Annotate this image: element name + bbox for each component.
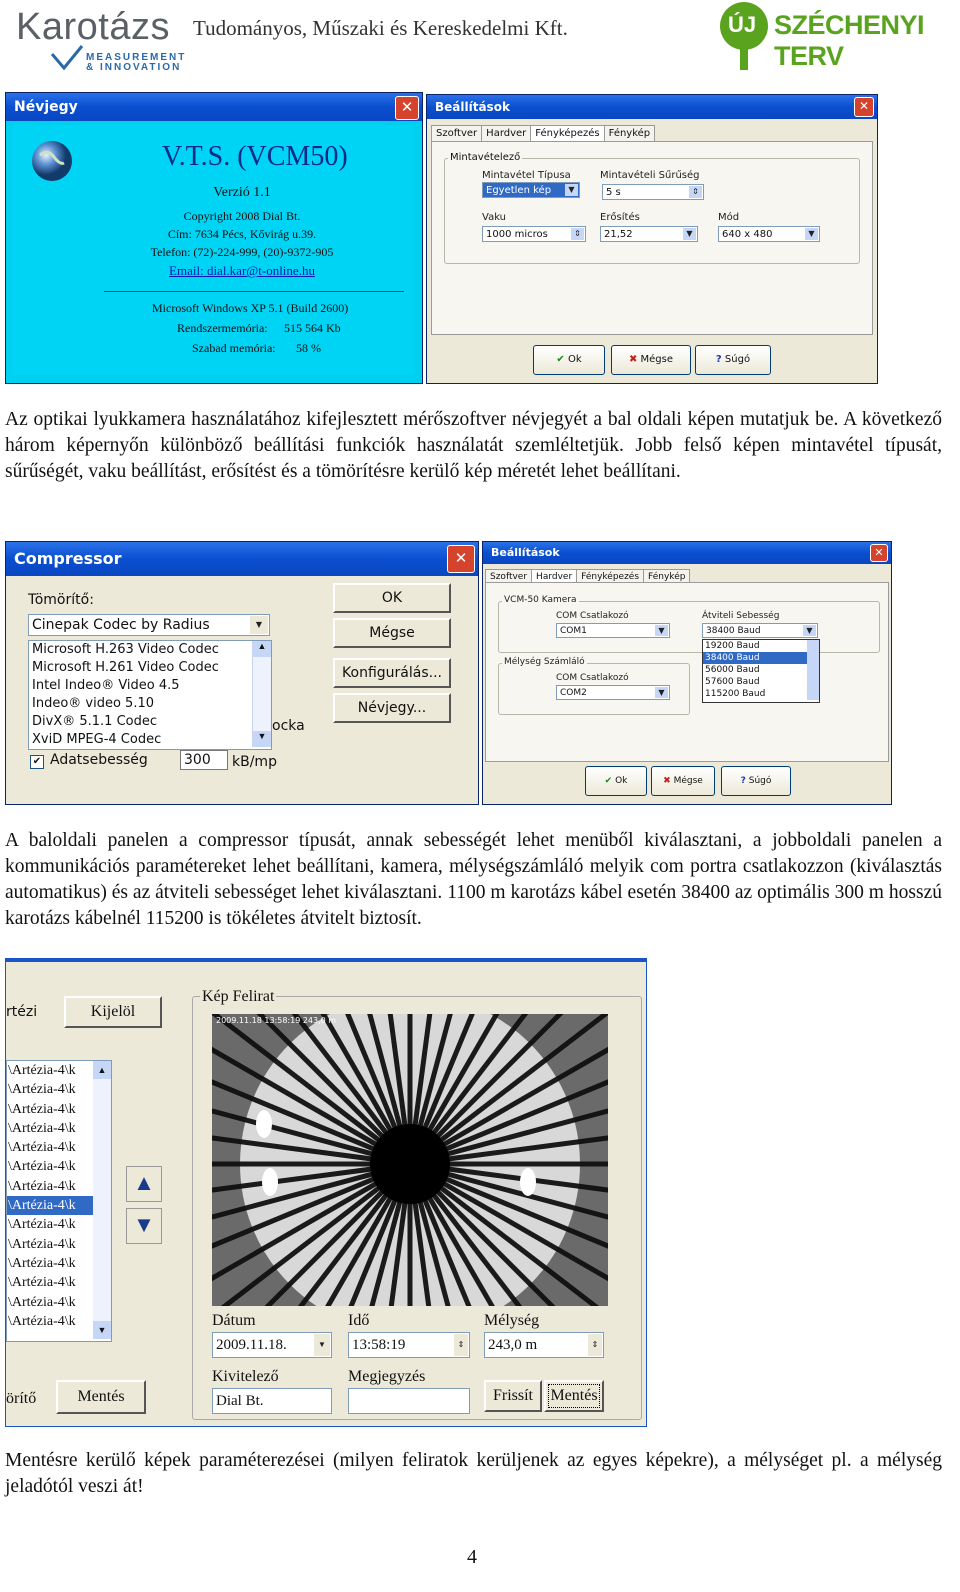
camera-group-label: VCM-50 Kamera: [504, 595, 577, 605]
flash-value: 1000 micros: [486, 229, 548, 240]
com2-label: COM Csatlakozó: [556, 673, 629, 683]
x-icon: ✖: [663, 776, 671, 786]
rate-unit: kB/mp: [232, 754, 277, 770]
divider: [104, 291, 404, 292]
time-spinner[interactable]: [348, 1332, 470, 1358]
settings2-panel: [485, 582, 889, 762]
ok-label: Ok: [615, 776, 628, 786]
list-item[interactable]: XviD MPEG-4 Codec: [32, 732, 162, 747]
company-logo: Karotázs: [16, 6, 170, 48]
depth-label: Mélység: [484, 1312, 540, 1329]
com2-select[interactable]: [556, 685, 670, 700]
close-icon[interactable]: ✕: [870, 544, 888, 562]
list-item[interactable]: \Artézia-4\k: [8, 1063, 76, 1078]
company-name: Tudományos, Műszaki és Kereskedelmi Kft.: [193, 16, 568, 40]
settings2-title: Beállítások: [491, 546, 560, 559]
rate-input[interactable]: [180, 750, 228, 770]
scroll-up-icon[interactable]: ▲: [93, 1061, 111, 1079]
list-item[interactable]: 56000 Baud: [705, 665, 760, 675]
list-item[interactable]: 57600 Baud: [705, 677, 760, 687]
version: Verzió 1.1: [213, 185, 271, 200]
settings1-titlebar: [427, 95, 877, 119]
save-button[interactable]: Mentés: [544, 1380, 604, 1412]
settings-window-2: [482, 541, 892, 805]
free-memory-value: 58 %: [296, 341, 321, 355]
list-item[interactable]: \Artézia-4\k: [8, 1101, 76, 1117]
spinner-icon: ⇕: [571, 228, 584, 240]
help-button[interactable]: [721, 766, 791, 796]
settings1-title: Beállítások: [435, 100, 510, 114]
compressor-title: Compressor: [14, 549, 122, 568]
cancel-button[interactable]: [651, 766, 715, 796]
com-label: COM Csatlakozó: [556, 611, 629, 621]
borehole-image: [212, 1014, 608, 1306]
list-item[interactable]: \Artézia-4\k: [8, 1255, 76, 1271]
date-select[interactable]: [212, 1332, 332, 1358]
list-item[interactable]: \Artézia-4\k: [8, 1217, 76, 1233]
tab-hardware[interactable]: Hardver: [531, 569, 577, 584]
compressor-label: Tömörítő:: [28, 592, 94, 608]
scrollbar[interactable]: [252, 641, 271, 747]
email-link[interactable]: Email: dial.kar@t-online.hu: [169, 263, 315, 278]
szechenyi-logo: [718, 0, 956, 72]
settings1-tabs: [431, 123, 654, 141]
copyright: Copyright 2008 Dial Bt.: [183, 209, 301, 223]
left-save-button[interactable]: Mentés: [56, 1380, 146, 1414]
check-icon: ✔: [604, 776, 613, 786]
phone: Telefon: (72)-224-999, (20)-9372-905: [150, 245, 334, 259]
address: Cím: 7634 Pécs, Kővirág u.39.: [167, 227, 317, 241]
settings2-titlebar: [483, 542, 891, 564]
com-value: COM1: [560, 626, 587, 636]
rate-label: Adatsebesség: [50, 752, 148, 768]
image-highlight: [262, 1168, 278, 1196]
logo-subtitle-1: MEASUREMENT: [86, 52, 187, 63]
list-item[interactable]: \Artézia-4\k: [8, 1082, 76, 1098]
flash-spinner[interactable]: [482, 226, 586, 242]
list-item[interactable]: \Artézia-4\k: [8, 1178, 76, 1194]
note-label: Megjegyzés: [348, 1368, 426, 1385]
type-label: Mintavétel Típusa: [482, 170, 571, 181]
speed-dropdown-list[interactable]: [702, 639, 820, 703]
scroll-down-icon[interactable]: ▼: [253, 731, 271, 747]
close-icon[interactable]: ✕: [447, 545, 475, 573]
close-icon[interactable]: ✕: [395, 96, 419, 120]
density-spinner[interactable]: [602, 184, 704, 200]
question-icon: ?: [740, 776, 746, 786]
list-item[interactable]: \Artézia-4\k: [8, 1120, 76, 1136]
list-item[interactable]: Intel Indeo® Video 4.5: [32, 678, 180, 693]
list-item[interactable]: Microsoft H.263 Video Codec: [32, 642, 219, 657]
tab-photography[interactable]: Fényképezés: [576, 569, 644, 584]
cancel-label: Mégse: [673, 776, 703, 786]
chevron-down-icon: ▼: [683, 228, 696, 240]
globe-icon: [30, 139, 74, 183]
free-memory-label: Szabad memória:: [192, 341, 276, 355]
list-item[interactable]: \Artézia-4\k: [8, 1140, 76, 1156]
spinner-icon: ⇕: [454, 1334, 468, 1356]
ok-button[interactable]: OK: [333, 583, 451, 613]
app-name: V.T.S. (VCM50): [162, 141, 348, 172]
image-overlay-text: 2009.11.18 13:58:19 243,0 m: [216, 1016, 337, 1025]
chevron-down-icon: ▼: [805, 228, 818, 240]
type-select[interactable]: [482, 182, 580, 198]
chevron-down-icon: ▼: [655, 625, 668, 636]
gain-value: 21,52: [604, 229, 633, 240]
time-value: 13:58:19: [352, 1337, 406, 1353]
scrollbar[interactable]: [93, 1061, 111, 1339]
spinner-icon: ⇕: [689, 186, 702, 198]
about-button[interactable]: Névjegy...: [333, 693, 451, 723]
capture-window: [5, 958, 647, 1427]
speed-select[interactable]: [702, 623, 818, 638]
spinner-icon: ⇕: [588, 1334, 602, 1356]
logo-check-icon: [50, 44, 84, 72]
mode-select[interactable]: [718, 226, 820, 242]
speed-value: 38400 Baud: [706, 626, 761, 636]
type-select-value: Egyetlen kép: [486, 185, 552, 196]
caption-group-label: Kép Felirat: [202, 988, 275, 1005]
list-item[interactable]: \Artézia-4\k: [8, 1294, 76, 1310]
question-icon: ?: [715, 354, 722, 365]
chevron-down-icon: ▼: [655, 687, 668, 698]
tab-software[interactable]: Szoftver: [431, 125, 482, 141]
date-label: Dátum: [212, 1312, 256, 1329]
sampler-group-label: Mintavételező: [450, 152, 521, 163]
szechenyi-name: SZÉCHENYI TERV: [774, 10, 925, 71]
list-item[interactable]: \Artézia-4\k: [8, 1159, 76, 1175]
mode-label: Mód: [718, 212, 740, 223]
logo-subtitle-2: & INNOVATION: [86, 62, 182, 73]
list-item[interactable]: 19200 Baud: [705, 641, 760, 651]
move-down-button[interactable]: ▼: [126, 1208, 162, 1244]
close-icon[interactable]: ✕: [854, 97, 874, 117]
paragraph-1: Az optikai lyukkamera használatához kifejlesztett mérőszoftver névjegyét a bal oldali képen mutatjuk be. A következő három képernyőn különböző beállítási funkciók használatát szemléltetjük. Jobb felső képen mintavétel típusát, sűrűségét, vaku beállítást, erősítést és a tömörítésre kerülő kép méretét lehet beállítani.: [5, 409, 942, 482]
time-label: Idő: [348, 1312, 370, 1329]
partial-label-top: rtézi: [6, 1004, 38, 1020]
operator-label: Kivitelező: [212, 1368, 279, 1385]
compressor-titlebar: [6, 542, 478, 576]
list-item[interactable]: \Artézia-4\k: [7, 1196, 111, 1215]
help-label: Súgó: [724, 354, 751, 365]
list-item[interactable]: 38400 Baud: [703, 652, 819, 664]
operator-input[interactable]: [212, 1388, 332, 1414]
camera-image: [212, 1014, 608, 1306]
configure-button[interactable]: Konfigurálás...: [333, 658, 451, 688]
move-up-button[interactable]: ▲: [126, 1166, 162, 1202]
memory-value: 515 564 Kb: [284, 321, 341, 335]
help-button[interactable]: [695, 345, 771, 375]
density-label: Mintavételi Sűrűség: [600, 170, 700, 181]
rate-checkbox[interactable]: ✔: [30, 755, 44, 769]
list-item[interactable]: Microsoft H.261 Video Codec: [32, 660, 219, 675]
scrollbar[interactable]: [807, 640, 819, 700]
settings-window-1: [426, 94, 878, 384]
x-icon: ✖: [628, 354, 638, 365]
list-item[interactable]: Indeo® video 5.10: [32, 696, 154, 711]
partial-left-label: örítő: [6, 1390, 37, 1407]
chevron-down-icon: ▼: [803, 625, 816, 636]
cancel-label: Mégse: [640, 354, 674, 365]
paragraph-3: Mentésre kerülő képek paraméterezései (milyen feliratok kerüljenek az egyes képekre), a mélységet pl. a mélység jeladótól veszi át!: [5, 1450, 942, 1497]
settings1-panel: [431, 141, 873, 335]
about-title: Névjegy: [14, 99, 78, 115]
image-center: [370, 1124, 450, 1204]
partial-label: ocka: [272, 718, 305, 734]
date-value: 2009.11.18.: [216, 1337, 287, 1353]
compressor-window: [5, 541, 479, 805]
os-info: Microsoft Windows XP 5.1 (Build 2600): [152, 301, 349, 315]
chevron-down-icon: ▼: [250, 616, 268, 634]
depth-spinner[interactable]: [484, 1332, 604, 1358]
page-number: 4: [467, 1546, 477, 1568]
list-item[interactable]: 115200 Baud: [705, 689, 766, 699]
scroll-up-icon[interactable]: ▲: [253, 641, 271, 657]
about-window: [5, 92, 423, 384]
list-item[interactable]: \Artézia-4\k: [8, 1236, 76, 1252]
mode-value: 640 x 480: [722, 229, 773, 240]
note-input[interactable]: [348, 1388, 470, 1414]
ok-button[interactable]: [533, 345, 605, 375]
chevron-down-icon: ▼: [314, 1334, 330, 1356]
help-label: Súgó: [748, 776, 772, 786]
memory-label: Rendszermemória:: [177, 321, 268, 335]
ok-button[interactable]: [585, 766, 647, 796]
codec-select[interactable]: [28, 614, 270, 636]
depth-group-label: Mélység Számláló: [504, 657, 585, 667]
paragraph-2: A baloldali panelen a compressor típusát, annak sebességét lehet menüből kiválasztani, a jobboldali panelen a kommunikációs paramétereket lehet beállítani, kamera, mélységszámláló melyik com portra csatlakozzon (kiválasztás automatikus) és az átviteli sebességet lehet kiválasztani. 1100 m karotázs kábel esetén 38400 az optimális 300 m hosszú karotázs kábelnél 115200 is tökéletes átvitelt biztosít.: [5, 830, 942, 929]
com2-value: COM2: [560, 688, 587, 698]
gain-label: Erősítés: [600, 212, 640, 223]
cancel-button[interactable]: Mégse: [333, 618, 451, 648]
szechenyi-badge: ÚJ: [728, 12, 757, 37]
tab-photography[interactable]: Fényképezés: [530, 125, 604, 141]
codec-selected: Cinepak Codec by Radius: [32, 617, 210, 633]
tab-photo[interactable]: Fénykép: [604, 125, 656, 141]
tab-software[interactable]: Szoftver: [485, 569, 532, 584]
chevron-down-icon: ▼: [565, 184, 578, 196]
ok-label: Ok: [567, 354, 582, 365]
select-button[interactable]: Kijelöl: [64, 996, 162, 1028]
header: [0, 0, 960, 80]
codec-list[interactable]: [28, 640, 272, 750]
tab-photo[interactable]: Fénykép: [643, 569, 690, 584]
image-highlight: [520, 1168, 536, 1196]
rate-value: 300: [184, 752, 211, 768]
check-icon: ✔: [556, 354, 565, 365]
about-content: [12, 125, 414, 375]
image-highlight: [256, 1110, 272, 1138]
scroll-down-icon[interactable]: ▼: [93, 1321, 111, 1339]
refresh-button[interactable]: Frissít: [484, 1380, 542, 1412]
file-list[interactable]: [6, 1060, 112, 1342]
list-item[interactable]: \Artézia-4\k: [8, 1313, 76, 1329]
depth-value: 243,0 m: [488, 1337, 538, 1353]
com-select[interactable]: [556, 623, 670, 638]
cancel-button[interactable]: [611, 345, 691, 375]
list-item[interactable]: DivX® 5.1.1 Codec: [32, 714, 157, 729]
flash-label: Vaku: [482, 212, 507, 223]
about-titlebar: [6, 93, 422, 121]
density-value: 5 s: [606, 187, 621, 198]
list-item[interactable]: \Artézia-4\k: [8, 1275, 76, 1291]
speed-label: Átviteli Sebesség: [702, 611, 780, 621]
operator-value: Dial Bt.: [216, 1393, 264, 1409]
tab-hardware[interactable]: Hardver: [481, 125, 531, 141]
gain-select[interactable]: [600, 226, 698, 242]
